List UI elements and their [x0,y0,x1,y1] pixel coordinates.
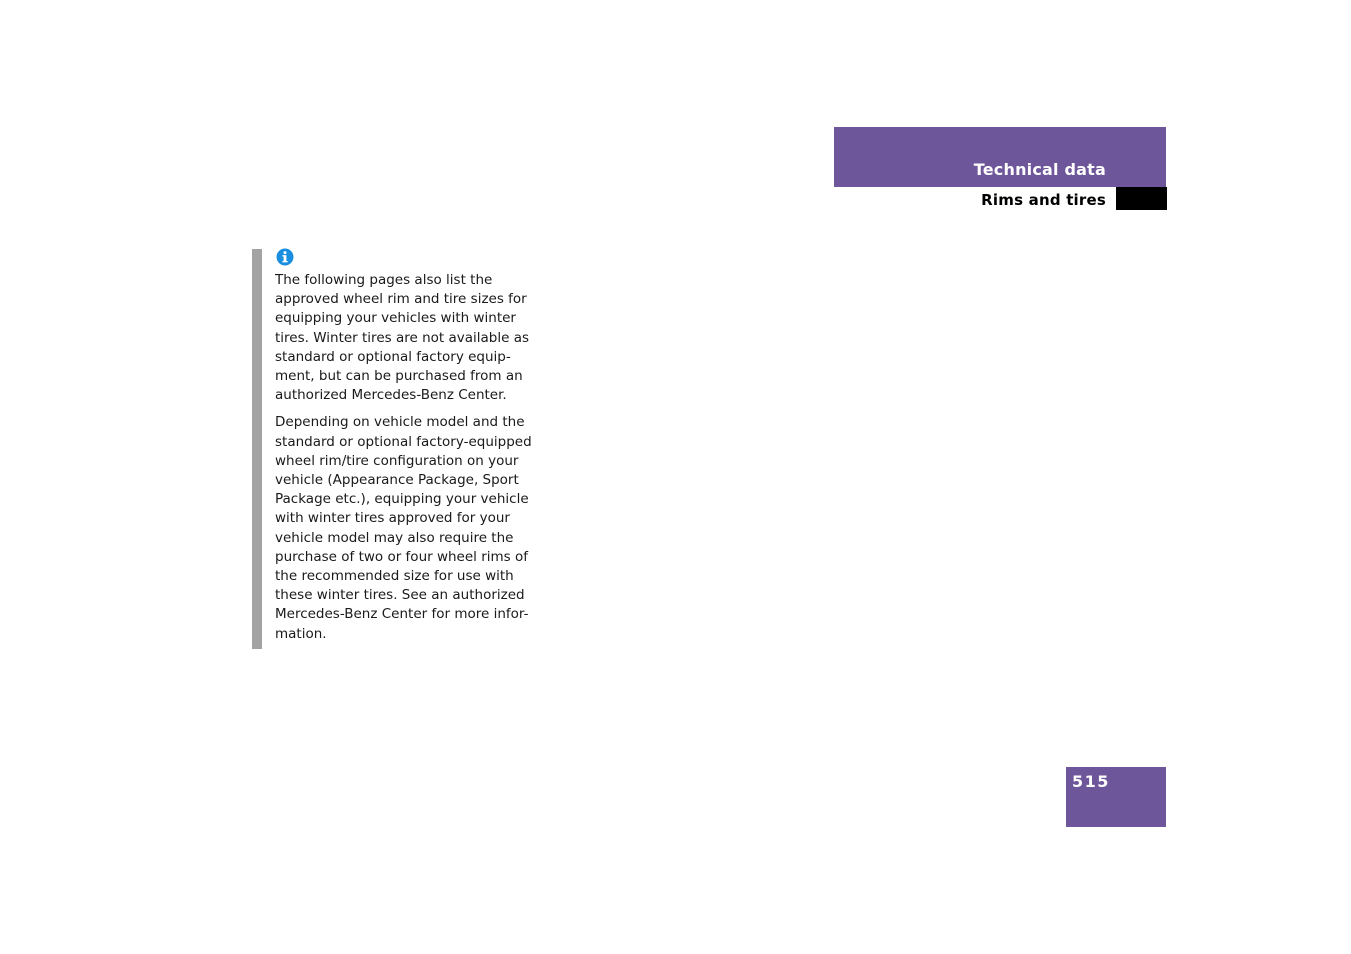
page-number: 515 [1072,772,1110,791]
section-tab-marker [1116,187,1167,210]
section-title: Technical data [973,160,1106,179]
page-number-box [1066,767,1166,827]
note-text [275,271,537,652]
section-header-bar [834,127,1166,187]
note-paragraph: The following pages also list the approved wheel rim and tire sizes for equipping your vehicles with winter tires. Winter tires are not available as standard or optional factory equip-ment, but can be purchased from an authorized Mercedes-Benz Center. [275,272,530,404]
note-side-bar [252,249,262,649]
subsection-title: Rims and tires [981,191,1106,209]
info-icon [276,248,294,266]
info-note [252,249,542,649]
note-paragraph: Depending on vehicle model and the standard or optional factory-equipped wheel rim/tire configuration on your vehicle (Appearance Package, Sport Package etc.), equipping your vehicle with winter tires approved for your vehicle model may also require the purchase of two or four wheel rims of the recommended size for use with these winter tires. See an authorized Mercedes-Benz Center for more infor-mation. [275,414,532,642]
